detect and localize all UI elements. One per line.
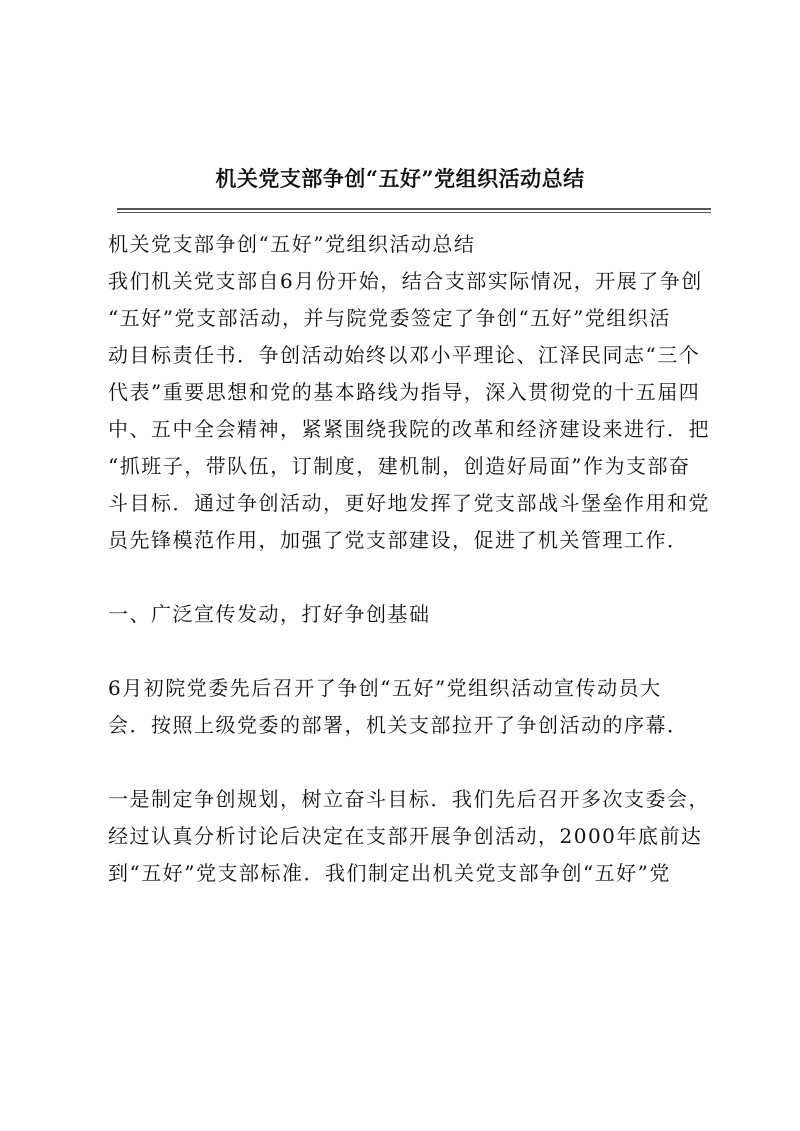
text-line: 斗目标．通过争创活动，更好地发挥了党支部战斗堡垒作用和党 xyxy=(108,491,710,515)
text-line: 员先锋模范作用，加强了党支部建设，促进了机关管理工作． xyxy=(108,528,689,552)
section-heading xyxy=(108,596,712,633)
text-line: “五好”党支部活动，并与院党委签定了争创“五好”党组织活 xyxy=(108,306,671,330)
paragraph-gap xyxy=(108,633,712,670)
text-line: 会．按照上级党委的部署，机关支部拉开了争创活动的序幕． xyxy=(108,713,689,737)
paragraph-gap xyxy=(108,559,712,596)
text-line: 代表”重要思想和党的基本路线为指导，深入贯彻党的十五届四 xyxy=(108,380,701,404)
text-line: 经过认真分析讨论后决定在支部开展争创活动，2000年底前达 xyxy=(108,824,703,848)
paragraph-gap xyxy=(108,744,712,781)
text-line: 6月初院党委先后召开了争创“五好”党组织活动宣传动员大 xyxy=(108,676,662,700)
paragraph-intro xyxy=(108,226,712,559)
document-body xyxy=(108,226,712,892)
text-line: 中、五中全会精神，紧紧围绕我院的改革和经济建设来进行．把 xyxy=(108,417,710,441)
title-divider xyxy=(117,208,711,213)
text-line: 动目标责任书．争创活动始终以邓小平理论、江泽民同志“三个 xyxy=(108,343,701,367)
text-line: 一是制定争创规划，树立奋斗目标．我们先后召开多次支委会， xyxy=(108,787,710,811)
text-line: 到“五好”党支部标准．我们制定出机关党支部争创“五好”党 xyxy=(108,861,671,885)
paragraph xyxy=(108,670,712,744)
text-line: 一、广泛宣传发动，打好争创基础 xyxy=(108,602,431,626)
page-title: 机关党支部争创“五好”党组织活动总结 xyxy=(215,166,585,191)
text-line: “抓班子，带队伍，订制度，建机制，创造好局面”作为支部奋 xyxy=(108,454,691,478)
text-line: 机关党支部争创“五好”党组织活动总结 xyxy=(108,232,476,256)
text-line: 我们机关党支部自6月份开始，结合支部实际情况，开展了争创 xyxy=(108,269,703,293)
paragraph xyxy=(108,781,712,892)
